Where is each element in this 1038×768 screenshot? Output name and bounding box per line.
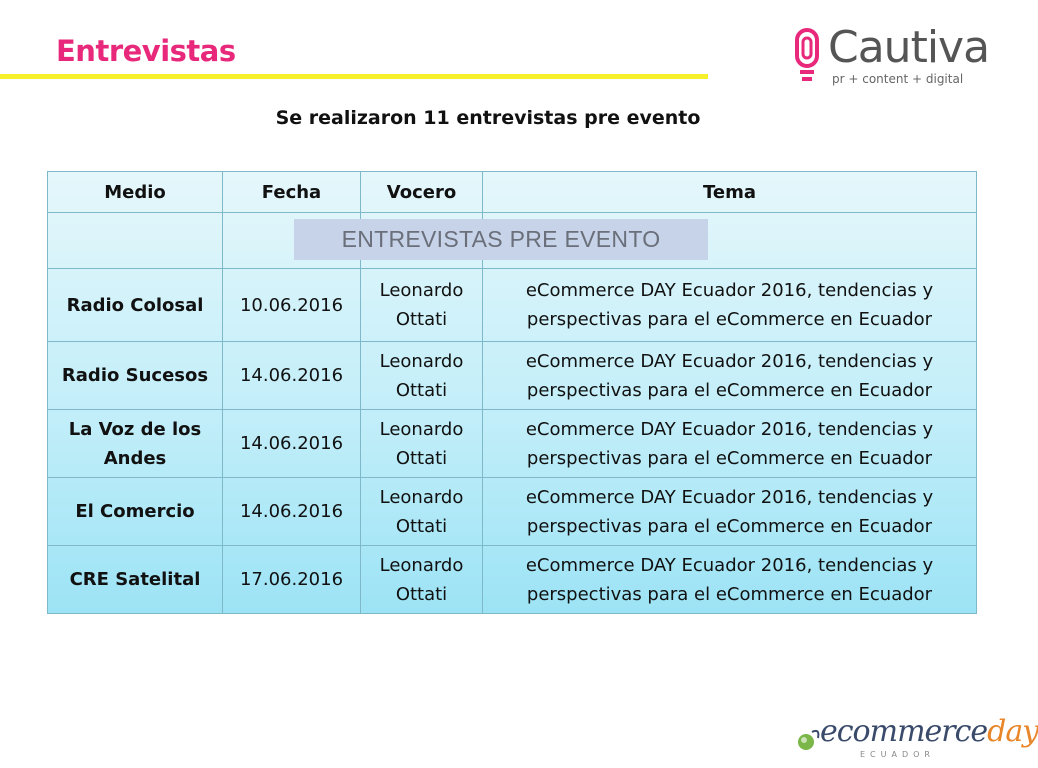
cell-vocero: Leonardo Ottati xyxy=(361,269,483,342)
lightbulb-icon xyxy=(794,28,824,84)
cell-fecha: 17.06.2016 xyxy=(223,546,361,614)
cell-fecha: 14.06.2016 xyxy=(223,478,361,546)
cell-medio: CRE Satelital xyxy=(48,546,223,614)
logo-word-b: day xyxy=(987,714,1038,749)
cell-medio: Radio Sucesos xyxy=(48,342,223,410)
subtitle xyxy=(0,107,976,129)
logo-tagline: ECUADOR xyxy=(860,750,935,759)
cell-tema: eCommerce DAY Ecuador 2016, tendencias y perspectivas para el eCommerce en Ecuador xyxy=(483,546,977,614)
cell-fecha: 10.06.2016 xyxy=(223,269,361,342)
table-row xyxy=(48,546,977,614)
logo-tagline: pr + content + digital xyxy=(832,72,964,86)
cell-vocero: Leonardo Ottati xyxy=(361,546,483,614)
table-row xyxy=(48,269,977,342)
subtitle-text: Se realizaron 11 entrevistas pre evento xyxy=(275,107,701,129)
cell-fecha: 14.06.2016 xyxy=(223,342,361,410)
logo-word-a: ecommerce xyxy=(820,714,988,749)
cell-tema: eCommerce DAY Ecuador 2016, tendencias y perspectivas para el eCommerce en Ecuador xyxy=(483,410,977,478)
cell-vocero: Leonardo Ottati xyxy=(361,410,483,478)
header-medio: Medio xyxy=(48,172,223,213)
table-row xyxy=(48,342,977,410)
ecommerceday-logo xyxy=(794,712,1038,762)
cell-tema: eCommerce DAY Ecuador 2016, tendencias y perspectivas para el eCommerce en Ecuador xyxy=(483,342,977,410)
page-title: Entrevistas xyxy=(56,34,236,68)
cell-fecha: 14.06.2016 xyxy=(223,410,361,478)
table-row xyxy=(48,410,977,478)
table-cell xyxy=(48,213,223,269)
header-fecha: Fecha xyxy=(223,172,361,213)
logo-wordmark xyxy=(820,714,1038,749)
cell-medio: La Voz de los Andes xyxy=(48,410,223,478)
header-tema: Tema xyxy=(483,172,977,213)
cell-medio: El Comercio xyxy=(48,478,223,546)
globe-icon xyxy=(794,726,822,754)
logo-wordmark: Cautiva xyxy=(828,22,990,73)
cautiva-logo xyxy=(794,24,994,90)
section-overlay-label: ENTREVISTAS PRE EVENTO xyxy=(294,219,708,260)
title-underline xyxy=(0,74,708,79)
header-vocero: Vocero xyxy=(361,172,483,213)
cell-tema: eCommerce DAY Ecuador 2016, tendencias y perspectivas para el eCommerce en Ecuador xyxy=(483,269,977,342)
cell-vocero: Leonardo Ottati xyxy=(361,342,483,410)
table-row xyxy=(48,478,977,546)
cell-medio: Radio Colosal xyxy=(48,269,223,342)
table-header-row xyxy=(48,172,977,213)
cell-tema: eCommerce DAY Ecuador 2016, tendencias y perspectivas para el eCommerce en Ecuador xyxy=(483,478,977,546)
cell-vocero: Leonardo Ottati xyxy=(361,478,483,546)
